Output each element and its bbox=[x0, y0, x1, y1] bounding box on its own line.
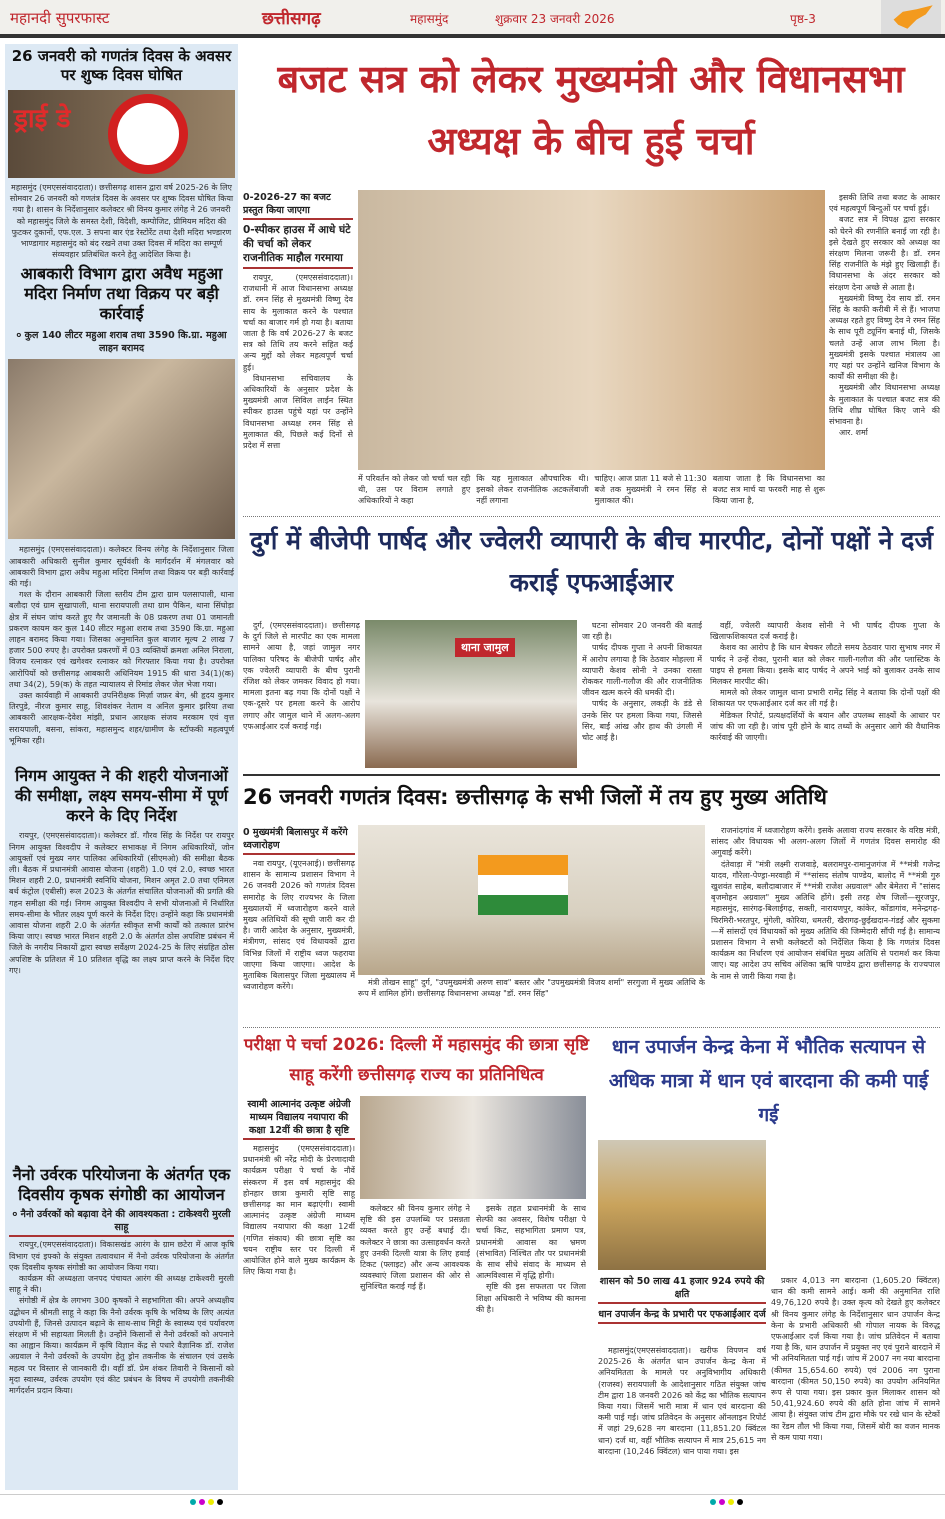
excise-subhead: ० कुल 140 लीटर महुआ शराब तथा 3590 कि.ग्रा. महुआ लाहन बरामद bbox=[16, 330, 227, 355]
lead-headline: बजट सत्र को लेकर मुख्यमंत्री और विधानसभा अध्यक्ष के बीच हुई चर्चा bbox=[277, 57, 905, 163]
text-column: में परिवर्तन को लेकर जो चर्चा चल रही थी, उस पर विराम लगाते हुए अधिकारियों ने कहा bbox=[358, 474, 471, 506]
paragraph: रायपुर,(एमएससंवाददाता)। विकासखंड आरंग के ग्राम छटेरा में आज कृषि विभाग एवं इफ्को के संयुक्त तत्वावधान में नैनो उर्वरक परियोजना के अंतर्गत एक दिवसीय कृषक संगोष्ठी का आयोजन किया गया। bbox=[9, 1240, 234, 1272]
no-alcohol-icon bbox=[108, 94, 188, 174]
paragraph: कलेक्टर श्री विनय कुमार लंगेह ने सृष्टि की इस उपलब्धि पर प्रसन्नता व्यक्त करते हुए उन्हें बधाई दी। कलेक्टर ने छात्रा का उत्साहवर्धन करते हुए उनकी दिल्ली यात्रा के लिए हवाई टिकट (फ्लाइट) और अन्य आवश्यक व्यवस्थाएं जिला प्रशासन की ओर से सुनिश्चित कराई गई हैं। bbox=[360, 1204, 470, 1292]
city-name: महासमुंद bbox=[410, 12, 449, 26]
paddy-stack-photo bbox=[598, 1140, 766, 1270]
text-column: कि यह मुलाकात औपचारिक थी। इसको लेकर राजनीतिक अटकलेंबाजी नहीं लगाना bbox=[476, 474, 589, 506]
pariksha-subhead: स्वामी आत्मानंद उत्कृष्ट अंग्रेजी माध्यम विद्यालय नयापारा की कक्षा 12वीं की छात्रा है सृष्टि bbox=[243, 1097, 355, 1140]
paragraph: उक्त कार्यवाही में आबकारी उपनिरीक्षक मिर्ज़ा जफ़र बेग, श्री हृदय कुमार तिरपुडे, नीरज कुमार साहू, शिवशंकर नेताम व अनिल कुमार झरिया तथा आबकारी आरक्षक-देवेश मांझी, प्रधान आरक्षक संजय मरकाम एवं वृत्त सरायपाली, बसना, सांकरा, महासमुन्द शहर/ग्रामीण के स्टॉफकी महत्वपूर्ण भूमिका रही। bbox=[9, 691, 234, 745]
lead-subhead-2: 0-स्पीकर हाउस में आधे घंटे की चर्चा को लेकर राजनीतिक माहौल गरमाया bbox=[243, 223, 353, 269]
paragraph: नवा रायपुर, (यूएनआई)। छत्तीसगढ़ शासन के सामान्य प्रशासन विभाग ने 26 जनवरी 2026 को गणतंत्र दिवस समारोह के लिए राज्यभर के जिला मुख्यालयों में ध्वजारोहण करने वाले मुख्य अतिथियों की सूची जारी कर दी है। जारी आदेश के अनुसार, मुख्यमंत्री, मंत्रीगण, सांसद एवं विधायकों द्वारा विभिन्न जिलों में राष्ट्रीय ध्वज फहराया जाएगा किया जाएगा। आदेश के मुताबिक बिलासपुर जिला मुख्यालय में ध्वजारोहण करेंगे। bbox=[243, 859, 355, 992]
republic-col1 bbox=[243, 825, 355, 1025]
paragraph: महासमुंद(एमएससंवाददाता)। खरीफ विपणन वर्ष 2025-26 के अंतर्गत धान उपार्जन केन्द्र केना में अनियमितता के मामले पर अनुविभागीय अधिकारी (राजस्व) सरायपाली के आदेशानुसार गठित संयुक्त जांच टीम द्वारा 18 जनवरी 2026 को केंद्र का भौतिक सत्यापन किया गया। जिसमें भारी मात्रा में धान एवं बारदाना की कमी पाई गई। जांच प्रतिवेदन के अनुसार ऑनलाइन रिपोर्ट में जहां 29,628 नग बारदाना (11,851.20 क्विंटल धान) दर्ज था, वहीं भौतिक सत्यापन में मात्र 25,615 नग बारदाना (10,246 क्विंटल) धान पाया गया। इस bbox=[598, 1346, 766, 1456]
divider bbox=[243, 1027, 940, 1028]
flag-parade-photo bbox=[358, 825, 705, 975]
lead-col1 bbox=[243, 190, 353, 515]
state-map-icon bbox=[881, 0, 941, 36]
paragraph: रायपुर, (एमएससंवाददाता)। राजधानी में आज विधानसभा अध्यक्ष डॉ. रमन सिंह से मुख्यमंत्री विष्णु देव साय के मुलाकात करने के पश्चात चर्चा का बाजार गर्म हो गया है। बताया जाता है कि वर्ष 2026-27 के बजट सत्र को तिथि तय करने सहित कई अन्य मुद्दों को लेकर महत्वपूर्ण चर्चा हुई। bbox=[243, 273, 353, 372]
paragraph: सृष्टि की इस सफलता पर जिला शिक्षा अधिकारी ने भविष्य की कामना की है। bbox=[476, 1282, 586, 1314]
excise-headline: आबकारी विभाग द्वारा अवैध महुआ मदिरा निर्माण तथा विक्रय पर बड़ी कार्रवाई bbox=[20, 264, 223, 324]
nano-body bbox=[5, 1237, 238, 1398]
durg-col2 bbox=[582, 620, 702, 770]
excise-body bbox=[5, 542, 238, 764]
dhan-subheads bbox=[598, 1274, 766, 1327]
dhan-headline: धान उपार्जन केन्द्र केना में भौतिक सत्यापन से अधिक मात्रा में धान एवं बारदाना की कमी पाई गई bbox=[608, 1036, 929, 1126]
dry-day-image-text: ड्राई डे bbox=[14, 104, 71, 134]
pariksha-col2 bbox=[360, 1203, 470, 1488]
durg-col3 bbox=[710, 620, 940, 770]
paragraph: बजट सत्र में विपक्ष द्वारा सरकार को घेरने की रणनीति बनाई जा रही है। इसे देखते हुए सरकार को अध्यक्ष का संरक्षण मिलना जरूरी है। डॉ. रमन सिंह राजनीति के मंझे हुए खिलाड़ी हैं। विधानसभा के अंदर सरकार को संरक्षण देना अच्छे से आता है। bbox=[829, 215, 940, 292]
paragraph: संगोष्ठी में क्षेत्र के लगभग 300 कृषकों ने सहभागिता की। अपने अध्यक्षीय उद्बोधन में श्रीमती साहू ने कहा कि नैनो उर्वरक कृषि के भविष्य के लिए अत्यंत उपयोगी हैं, जिनसे उत्पादन बढ़ाने के साथ-साथ मिट्टी के स्वास्थ्य एवं पर्यावरण संरक्षण में भी सहायता मिलती है। उन्होंने किसानों से नैनो उर्वरकों को अपनाने का आह्वान किया। कार्यक्रम में कृषि विज्ञान केंद्र से पधारे वैज्ञानिक डॉ. राजेश अग्रवाल ने नैनो उर्वरकों के उपयोग हेतु ड्रोन तकनीक के संचालन एवं उसके महत्व पर विस्तार से जानकारी दी। वहीं डॉ. प्रेम शंकर तिवारी ने किसानों को मृदा स्वास्थ्य, उर्वरक उपयोग एवं कीट प्रबंधन के विषय में उपयोगी तकनीकी मार्गदर्शन प्रदान किया। bbox=[9, 1296, 234, 1396]
paper-name: महानदी सुपरफास्ट bbox=[10, 9, 110, 27]
divider bbox=[243, 774, 940, 776]
republic-col2 bbox=[358, 977, 705, 1023]
byline: आर. शर्मा bbox=[839, 428, 868, 438]
lead-subhead-1: 0-2026-27 का बजट प्रस्तुत किया जाएगा bbox=[243, 190, 353, 220]
cm-speaker-photo bbox=[358, 190, 825, 470]
paragraph: प्रकार 4,013 नग बारदाना (1,605.20 क्विंटल) धान की कमी सामने आई। कमी की अनुमानित राशि 49,76,120 रुपये है। उक्त कृत्य को देखते हुए कलेक्टर श्री विनय कुमार लंगेह के निर्देशानुसार धान उपार्जन केन्द्र केना के प्रभारी अधिकारी श्री गोपाल नायक के विरुद्ध एफआईआर दर्ज किया गया है। जांच प्रतिवेदन में बताया गया है कि, धान उपार्जन में प्रयुक्त नए एवं पुराने बारदाने में भी अनियमितता पाई गई। जांच में 2007 नग नया बारदाना (कीमत 15,654.60 रुपये) एवं 2006 नग पुराना बारदाना (कीमत 50,150 रुपये) का उपयोग अनियमित रूप से पाया गया। इस प्रकार कुल मिलाकर शासन को 50,41,924.60 रुपये की क्षति होना जांच में सामने आया है। संयुक्त जांच टीम द्वारा मौके पर रखे धान के स्टेकों का रेंडम तौल भी किया गया, जिसमें बोरी का वजन मानक से कम पाया गया। bbox=[771, 1276, 940, 1442]
paragraph: पार्षद के अनुसार, लकड़ी के डंडे से उनके सिर पर हमला किया गया, जिससे सिर, बाईं आंख और हाथ की उंगली में चोट आई है। bbox=[582, 699, 702, 743]
nigam-headline: निगम आयुक्त ने की शहरी योजनाओं की समीक्षा, लक्ष्य समय-सीमा में पूर्ण करने के दिए निर्देश bbox=[15, 766, 228, 826]
dhan-subhead-loss: शासन को 50 लाख 41 हजार 924 रुपये की क्षति bbox=[598, 1274, 766, 1304]
police-station-sign: थाना जामुल bbox=[455, 638, 515, 657]
paragraph: महासमुंद (एमएससंवाददाता)। प्रधानमंत्री श्री नरेंद्र मोदी के प्रेरणादायी कार्यक्रम परीक्षा पे चर्चा के नौवें संस्करण में इस वर्ष महासमुंद की होनहार छात्रा कुमारी सृष्टि साहू छत्तीसगढ़ का मान बढ़ाएंगी। स्वामी आत्मानंद उत्कृष्ट अंग्रेजी माध्यम विद्यालय नयापारा की कक्षा 12वीं (गणित संकाय) की छात्रा सृष्टि का चयन राष्ट्रीय स्तर पर दिल्ली में आयोजित होने वाले मुख्य कार्यक्रम के लिए किया गया है। bbox=[243, 1144, 355, 1277]
lead-col3 bbox=[829, 192, 940, 514]
paragraph: दंतेवाड़ा में "मंत्री लक्ष्मी राजवाड़े, बलरामपुर-रामानुजगंज में **मंत्री गजेन्द्र यादव, गौरेला-पेण्ड्रा-मरवाही में **सांसद संतोष पाण्डेय, बालोद में **मंत्री गुरु खुशवंत साहेब, बलौदाबाजार में **मंत्री राजेश अग्रवाल* और बेमेतरा में "सांसद बृजमोहन अग्रवाल" मुख्य अतिथि होंगे। इसी तरह शेष जिलों—सूरजपुर, महासमुंद, सारंगढ़-बिलाईगढ़, सक्ती, नारायणपुर, कांकेर, कोंडागांव, मनेन्द्रगढ़-चिरमिरी-भरतपुर, मुंगेली, कोरिया, धमतरी, खैरागढ़-छुईखदान-गंडई और सुकमा—में सांसदों एवं विधायकों को मुख्य अतिथि की जिम्मेदारी सौंपी गई है। सामान्य प्रशासन विभाग ने सभी कलेक्टरों को निर्देशित किया है कि गणतंत्र दिवस कार्यक्रम का निर्धारण एवं आयोजन संबंधित मुख्य अतिथि से परामर्श कर किया जाए। यह आदेश उप सचिव अंशिका ऋषि पाण्डेय द्वारा छत्तीसगढ़ के राज्यपाल के नाम से जारी किया गया है। bbox=[711, 859, 940, 981]
paragraph: घटना सोमवार 20 जनवरी की बताई जा रही है। bbox=[582, 621, 702, 642]
paragraph: गश्त के दौरान आबकारी जिला स्तरीय टीम द्वारा ग्राम पलसापाली, थाना बलौदा एवं ग्राम सुखापाली, थाना सरायपाली तथा ग्राम पैकिन, थाना सिंघोड़ा क्षेत्र में संघन जांच करते हुए गैर जमानती के 08 प्रकरण तथा 01 जमानती प्रकरण कायम कर कुल 140 लीटर महुआ शराब तथा 3590 कि.ग्रा. महुआ लाहन बरामद किया गया। जिसका अनुमानित कुल बाजार मूल्य 2 लाख 7 हजार 500 रुपए है। उपरोक्त प्रकरणों में 03 व्यक्तियों क्रमशः अनिल निराला, विजय रत्नाकर एवं खगेश्वर रत्नाकर को गिरफ्तार किया गया है। उपरोक्त आरोपियों को छत्तीसगढ़ आबकारी अधिनियम 1915 की धारा 34(1)(क) तथा 34(2), 59(क) के तहत न्यायालय से रिमांड लेकर जेल भेजा गया। bbox=[9, 590, 234, 689]
paragraph: वहीं, ज्वेलरी व्यापारी केशव सोनी ने भी पार्षद दीपक गुप्ता के खिलाफशिकायत दर्ज कराई है। bbox=[710, 621, 940, 642]
paragraph: मुख्यमंत्री विष्णु देव साय डॉ. रमन सिंह के काफी करीबी में से हैं। भाजपा अध्यक्ष रहते हुए विष्णु देव ने रमन सिंह के साथ पूरी ट्यूनिंग बनाई थी, जिसके चलते उन्हें आज लाभ मिला है। मुख्यमंत्री इसके पश्चात मंत्रालय आ गए यहां पर उन्होंने खनिज विभाग के कार्यों की समीक्षा की है। bbox=[829, 293, 940, 382]
paragraph: दुर्ग, (एमएससंवाददाता)। छत्तीसगढ़ के दुर्ग जिले से मारपीट का एक मामला सामने आया है, जहां जामुल नगर पालिका परिषद के बीजेपी पार्षद और एक ज्वेलरी व्यापारी के बीच पुरानी रंजिश को लेकर जमकर विवाद हो गया। मामला इतना बढ़ गया कि दोनों पक्षों ने एक-दूसरे पर हमला करने के आरोप लगाए और जामुल थाने में अलग-अलग एफआईआर दर्ज कराई गई। bbox=[243, 621, 360, 731]
dry-day-headline: 26 जनवरी को गणतंत्र दिवस के अवसर पर शुष्क दिवस घोषित bbox=[11, 47, 232, 84]
paragraph: महासमुंद (एमएससंवाददाता)। कलेक्टर विनय लंगेह के निर्देशानुसार जिला आबकारी अधिकारी सुनील कुमार सूर्यवंशी के मार्गदर्शन में मंगलवार को आबकारी विभाग द्वारा अवैध महुआ मदिरा निर्माण तथा विक्रय पर बड़ी कार्रवाई की गई। bbox=[9, 545, 234, 589]
dhan-col1 bbox=[598, 1345, 766, 1487]
paragraph: विधानसभा सचिवालय के अधिकारियों के अनुसार प्रदेश के मुख्यमंत्री आज सिविल लाईन स्थित स्पीकर हाउस पहुंचे यहां पर उन्होंने विधानसभा अध्यक्ष रमन सिंह से मुलाकात की, पिछले कई दिनों से प्रदेश में सत्ता bbox=[243, 373, 353, 451]
paragraph: केशव का आरोप है कि धान बेचकर लौटते समय ठेठवार पारा सुभाष नगर में पार्षद ने उन्हें रोका, पुरानी बात को लेकर गाली-गलौज की और प्लास्टिक के पाइप से हमला किया। इसके बाद पार्षद ने अपने भाई को बुलाकर उनके साथ मिलकर मारपीट की। bbox=[710, 643, 940, 687]
print-registration-strip bbox=[0, 1494, 945, 1508]
paragraph: पार्षद दीपक गुप्ता ने अपनी शिकायत में आरोप लगाया है कि ठेठवार मोहल्ला में व्यापारी केशव सोनी ने उनका रास्ता रोककर गाली-गलौज की और राजनीतिक जीवन खत्म करने की धमकी दी। bbox=[582, 643, 702, 698]
paragraph: मामले को लेकर जामुल थाना प्रभारी रामेंद्र सिंह ने बताया कि दोनों पक्षों की शिकायत पर एफआईआर दर्ज कर ली गई है। bbox=[710, 688, 940, 709]
paragraph: कार्यक्रम की अध्यक्षता जनपद पंचायत आरंग की अध्यक्ष टाकेश्वरी मुरली साहू ने की। bbox=[9, 1274, 234, 1295]
state-name: छत्तीसगढ़ bbox=[262, 9, 321, 29]
durg-headline: दुर्ग में बीजेपी पार्षद और ज्वेलरी व्यापारी के बीच मारपीट, दोनों पक्षों ने दर्ज कराई एफआईआर bbox=[249, 526, 934, 597]
republic-subhead: 0 मुख्यमंत्री बिलासपुर में करेंगे ध्वजारोहण bbox=[243, 825, 355, 855]
nano-subhead: ० नैनो उर्वरकों को बढ़ावा देने की आवश्यकता : टाकेश्वरी मुरली साहू bbox=[9, 1207, 234, 1237]
masthead bbox=[0, 0, 945, 38]
durg-col1 bbox=[243, 620, 360, 770]
lead-under-photo bbox=[358, 473, 825, 515]
paragraph: इसकी तिथि तथा बजट के आकार एवं महत्वपूर्ण बिन्दुओं पर चर्चा हुई। bbox=[829, 193, 940, 214]
text-column: चाहिए। आज प्रातः 11 बजे से 11:30 बजे तक मुख्यमंत्री ने रमन सिंह से मुलाकात की। bbox=[594, 474, 707, 506]
dhan-subhead-fir: धान उपार्जन केन्द्र के प्रभारी पर एफआईआर दर्ज bbox=[598, 1307, 766, 1324]
paragraph: राजनांदगांव में ध्वजारोहण करेंगे। इसके अलावा राज्य सरकार के वरिष्ठ मंत्री, सांसद और विधायक भी अलग-अलग जिलों में गणतंत्र दिवस समारोह की अगुवाई करेंगे। bbox=[711, 826, 940, 858]
dry-day-body: महासमुंद (एमएससंवाददाता)। छत्तीसगढ़ शासन द्वारा वर्ष 2025-26 के लिए सोमवार 26 जनवरी को गणतंत्र दिवस के अवसर पर शुष्क दिवस घोषित किया गया है। शासन के निर्देशानुसार कलेक्टर श्री विनय कुमार लंगेह ने 26 जनवरी को महासमुंद जिले के समस्त देशी, विदेशी, कम्पोजिट, प्रीमियम मदिरा की फुटकर दुकानों, एफ.एल. 3 सपना बार एंड रेस्टोरेंट तथा देशी मदिरा भण्डारण भाण्डागार महासमुंद को बंद रखने तथा उक्त दिवस में मदिरा का सम्पूर्ण संव्यवहार प्रतिबंधित करने हेतु आदेशित किया है। bbox=[9, 183, 234, 260]
pariksha-col1 bbox=[243, 1097, 355, 1487]
dry-day-image bbox=[8, 90, 235, 178]
issue-date: शुक्रवार 23 जनवरी 2026 bbox=[495, 12, 615, 26]
paragraph: मंत्री तोखन साहू" दुर्ग, "उपमुख्यमंत्री अरुण साव" बस्तर और "उपमुख्यमंत्री विजय शर्मा" सरगुजा में मुख्य अतिथि के रूप में शामिल होंगे। छत्तीसगढ़ विधानसभा अध्यक्ष "डॉ. रमन सिंह" bbox=[358, 978, 705, 999]
pariksha-headline: परीक्षा पे चर्चा 2026: दिल्ली में महासमुंद की छात्रा सृष्टि साहू करेंगी छत्तीसगढ़ राज्य का प्रतिनिधित्व bbox=[243, 1035, 590, 1084]
page-number: पृष्ठ-3 bbox=[790, 12, 816, 26]
paragraph: मेडिकल रिपोर्ट, प्रत्यक्षदर्शियों के बयान और उपलब्ध साक्ष्यों के आधार पर जांच की जा रही है। जांच पूरी होने के बाद तथ्यों के अनुसार आगे की वैधानिक कार्रवाई की जाएगी। bbox=[710, 710, 940, 743]
text-column: बताया जाता है कि विधानसभा का बजट सत्र मार्च या फरवरी माह से शुरू किया जाना है, bbox=[712, 474, 825, 506]
paragraph: इसके तहत प्रधानमंत्री के साथ सेल्फी का अवसर, विशेष परीक्षा पे चर्चा किट, सहभागिता प्रमाण पत्र, प्रधानमंत्री आवास का भ्रमण (संभावित) निश्चित तौर पर प्रधानमंत्री के साथ सीधे संवाद के माध्यम से आत्मविश्वास में वृद्धि होगी। bbox=[476, 1204, 586, 1281]
jamul-police-station-photo bbox=[365, 620, 577, 768]
paragraph: रायपुर, (एमएससंवाददाता)। कलेक्टर डॉ. गौरव सिंह के निर्देश पर रायपुर निगम आयुक्त विश्वदीप ने कलेक्टर सभाकक्ष में निगम अधिकारियों, जोन आयुक्तों एवं मुख्य नगर पालिका अधिकारियों (सीएमओ) की समीक्षा बैठक ली। बैठक में प्रधानमंत्री आवास योजना (शहरी) 1.0 एवं 2.0, स्वच्छ भारत मिशन शहरी 2.0, प्रधानमंत्री स्वनिधि योजना, मिशन अमृत 2.0 तथा एनिमल बर्थ कंट्रोल (एबीसी) रूल 2023 के अंतर्गत संचालित योजनाओं की प्रगति की गहन समीक्षा की गई। निगम आयुक्त विश्वदीप ने सभी योजनाओं में निर्धारित समय-सीमा के भीतर लक्ष्य पूर्ण करने के निर्देश दिए। उन्होंने कहा कि प्रधानमंत्री आवास योजना शहरी 2.0 के अंतर्गत स्वीकृत सभी कार्यों को तत्काल प्रारंभ किया जाए। स्वच्छ भारत मिशन शहरी 2.0 के अंतर्गत ठोस अपशिष्ट प्रबंधन में जिले के नगरीय निकायों द्वारा स्वच्छ सर्वेक्षण 2024-25 के लिए संग्रहित ठोस अपशिष्ट के प्रतिशत में 10 प्रतिशत वृद्धि का लक्ष्य प्राप्त करने के निर्देश दिए गए। bbox=[9, 831, 234, 975]
srishti-collector-photo bbox=[360, 1096, 586, 1199]
dhan-col2 bbox=[771, 1275, 940, 1487]
pariksha-col3 bbox=[476, 1203, 586, 1488]
republic-col3 bbox=[711, 825, 940, 1025]
nigam-body bbox=[5, 828, 238, 1163]
nano-headline: नैनो उर्वरक परियोजना के अंतर्गत एक दिवसीय कृषक संगोष्ठी का आयोजन bbox=[12, 1165, 231, 1205]
left-column bbox=[5, 44, 238, 1490]
color-dots bbox=[710, 1499, 743, 1505]
divider bbox=[243, 516, 940, 517]
paragraph: मुख्यमंत्री और विधानसभा अध्यक्ष के मुलाकात के पश्चात बजट सत्र की तिथि शीघ्र घोषित किए जाने की संभावना है। bbox=[829, 383, 940, 427]
excise-raid-photo bbox=[8, 359, 235, 539]
republic-headline: 26 जनवरी गणतंत्र दिवस: छत्तीसगढ़ के सभी जिलों में तय हुए मुख्य अतिथि bbox=[243, 785, 827, 809]
color-dots bbox=[190, 1499, 223, 1505]
